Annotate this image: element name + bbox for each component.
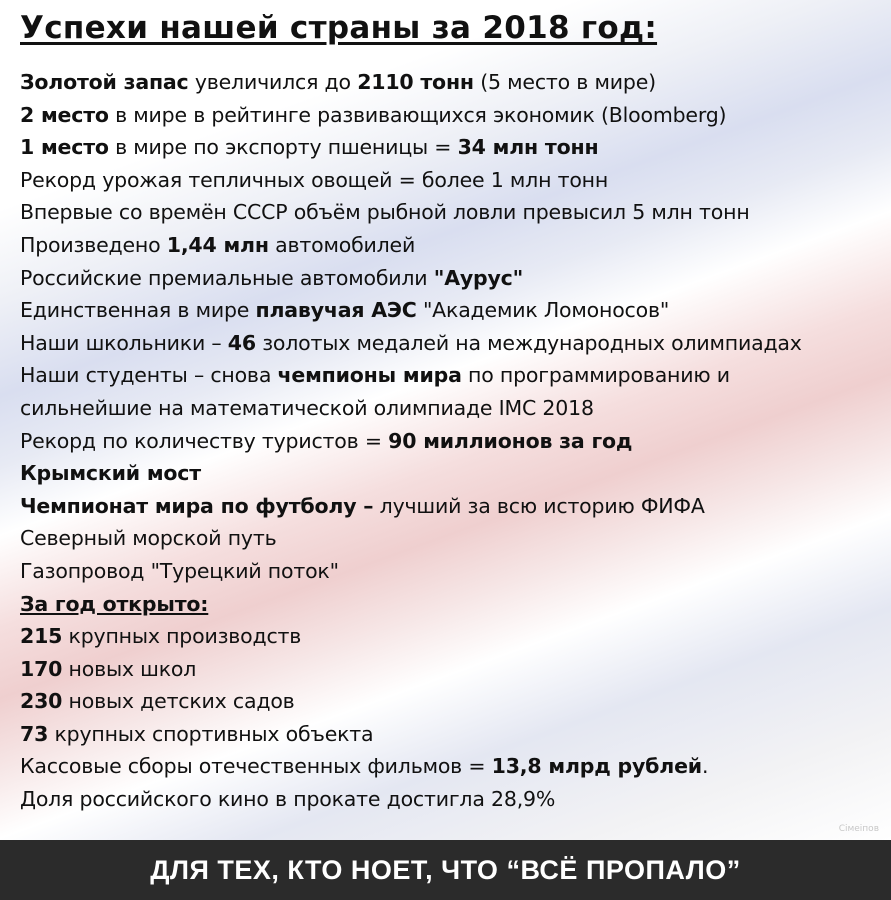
highlight-text: 230 [20, 689, 63, 714]
line-text: лучший за всю историю ФИФА [373, 493, 705, 518]
highlight-text: 13,8 млрд рублей [491, 754, 702, 779]
line-text: сильнейшие на математической олимпиаде IMC 2018 [20, 395, 594, 420]
achievement-line [20, 750, 891, 783]
line-text: . [701, 754, 709, 779]
highlight-text: 46 [227, 330, 256, 355]
highlight-text: плавучая АЭС [255, 298, 417, 323]
line-text: (5 место в мире) [473, 70, 656, 94]
achievement-line [20, 522, 891, 555]
achievement-line [20, 653, 891, 686]
achievement-line [20, 66, 891, 99]
highlight-text: 215 [20, 624, 63, 649]
achievement-line [20, 457, 891, 490]
highlight-text: 2110 тонн [357, 70, 474, 94]
line-text: увеличился до [188, 70, 358, 94]
line-text: Рекорд по количеству туристов = [20, 428, 389, 453]
line-text: новых школ [62, 656, 197, 681]
achievement-line [20, 229, 891, 262]
highlight-text: 2 место [20, 102, 109, 127]
highlight-text: Крымский мост [20, 461, 201, 486]
highlight-text: Чемпионат мира по футболу – [20, 493, 374, 518]
achievement-line [20, 327, 891, 360]
achievement-line [20, 588, 891, 621]
highlight-text: 73 [20, 721, 49, 746]
line-text: в мире в рейтинге развивающихся экономик (Bloomberg) [108, 102, 727, 127]
achievement-line [20, 685, 891, 718]
achievement-line [20, 425, 891, 458]
page-title: Успехи нашей страны за 2018 год: [20, 10, 658, 46]
highlight-text: чемпионы мира [277, 363, 462, 388]
highlight-text: 34 млн тонн [457, 135, 599, 160]
achievement-line [20, 262, 891, 295]
line-text: Произведено [20, 232, 167, 257]
line-text: Доля российского кино в прокате достигла 28,9% [20, 787, 556, 812]
line-text: новых детских садов [62, 689, 295, 714]
achievement-line [20, 131, 891, 164]
line-text: Единственная в мире [20, 298, 256, 323]
line-text: золотых медалей на международных олимпиадах [255, 330, 802, 355]
achievement-line [20, 196, 891, 229]
line-text: крупных спортивных объекта [48, 721, 374, 746]
highlight-text: 90 миллионов за год [388, 428, 633, 453]
line-text: Кассовые сборы отечественных фильмов = [20, 754, 492, 779]
line-text: Наши школьники – [20, 330, 228, 355]
achievement-line [20, 718, 891, 751]
line-text: "Академик Ломоносов" [416, 298, 670, 323]
achievement-line [20, 164, 891, 197]
achievement-line [20, 392, 891, 425]
achievement-line [20, 783, 891, 816]
highlight-text: 170 [20, 656, 63, 681]
achievement-line [20, 99, 891, 132]
line-text: Впервые со времён СССР объём рыбной ловли превысил 5 млн тонн [20, 200, 750, 225]
footer-text: ДЛЯ ТЕХ, КТО НОЕТ, ЧТО “ВСЁ ПРОПАЛО” [150, 854, 741, 885]
achievement-line [20, 555, 891, 588]
achievement-line [20, 490, 891, 523]
line-text: Рекорд урожая тепличных овощей = более 1 млн тонн [20, 167, 609, 192]
footer-banner [0, 840, 891, 900]
line-text: автомобилей [268, 232, 416, 257]
highlight-text: "Аурус" [433, 265, 524, 290]
line-text: Наши студенты – снова [20, 363, 278, 388]
line-text: Российские премиальные автомобили [20, 265, 434, 290]
highlight-text: 1 место [20, 135, 109, 160]
highlight-text: За год открыто: [20, 591, 209, 616]
achievement-line [20, 620, 891, 653]
achievement-line [20, 294, 891, 327]
achievements-list [20, 66, 891, 816]
highlight-text: 1,44 млн [166, 232, 269, 257]
line-text: по программированию и [461, 363, 730, 388]
line-text: крупных производств [62, 624, 302, 649]
line-text: Северный морской путь [20, 526, 277, 551]
line-text: Газопровод "Турецкий поток" [20, 558, 339, 583]
line-text: в мире по экспорту пшеницы = [108, 135, 458, 160]
achievement-line [20, 359, 891, 392]
highlight-text: Золотой запас [20, 70, 189, 94]
watermark: Сімеіпов [838, 824, 879, 834]
